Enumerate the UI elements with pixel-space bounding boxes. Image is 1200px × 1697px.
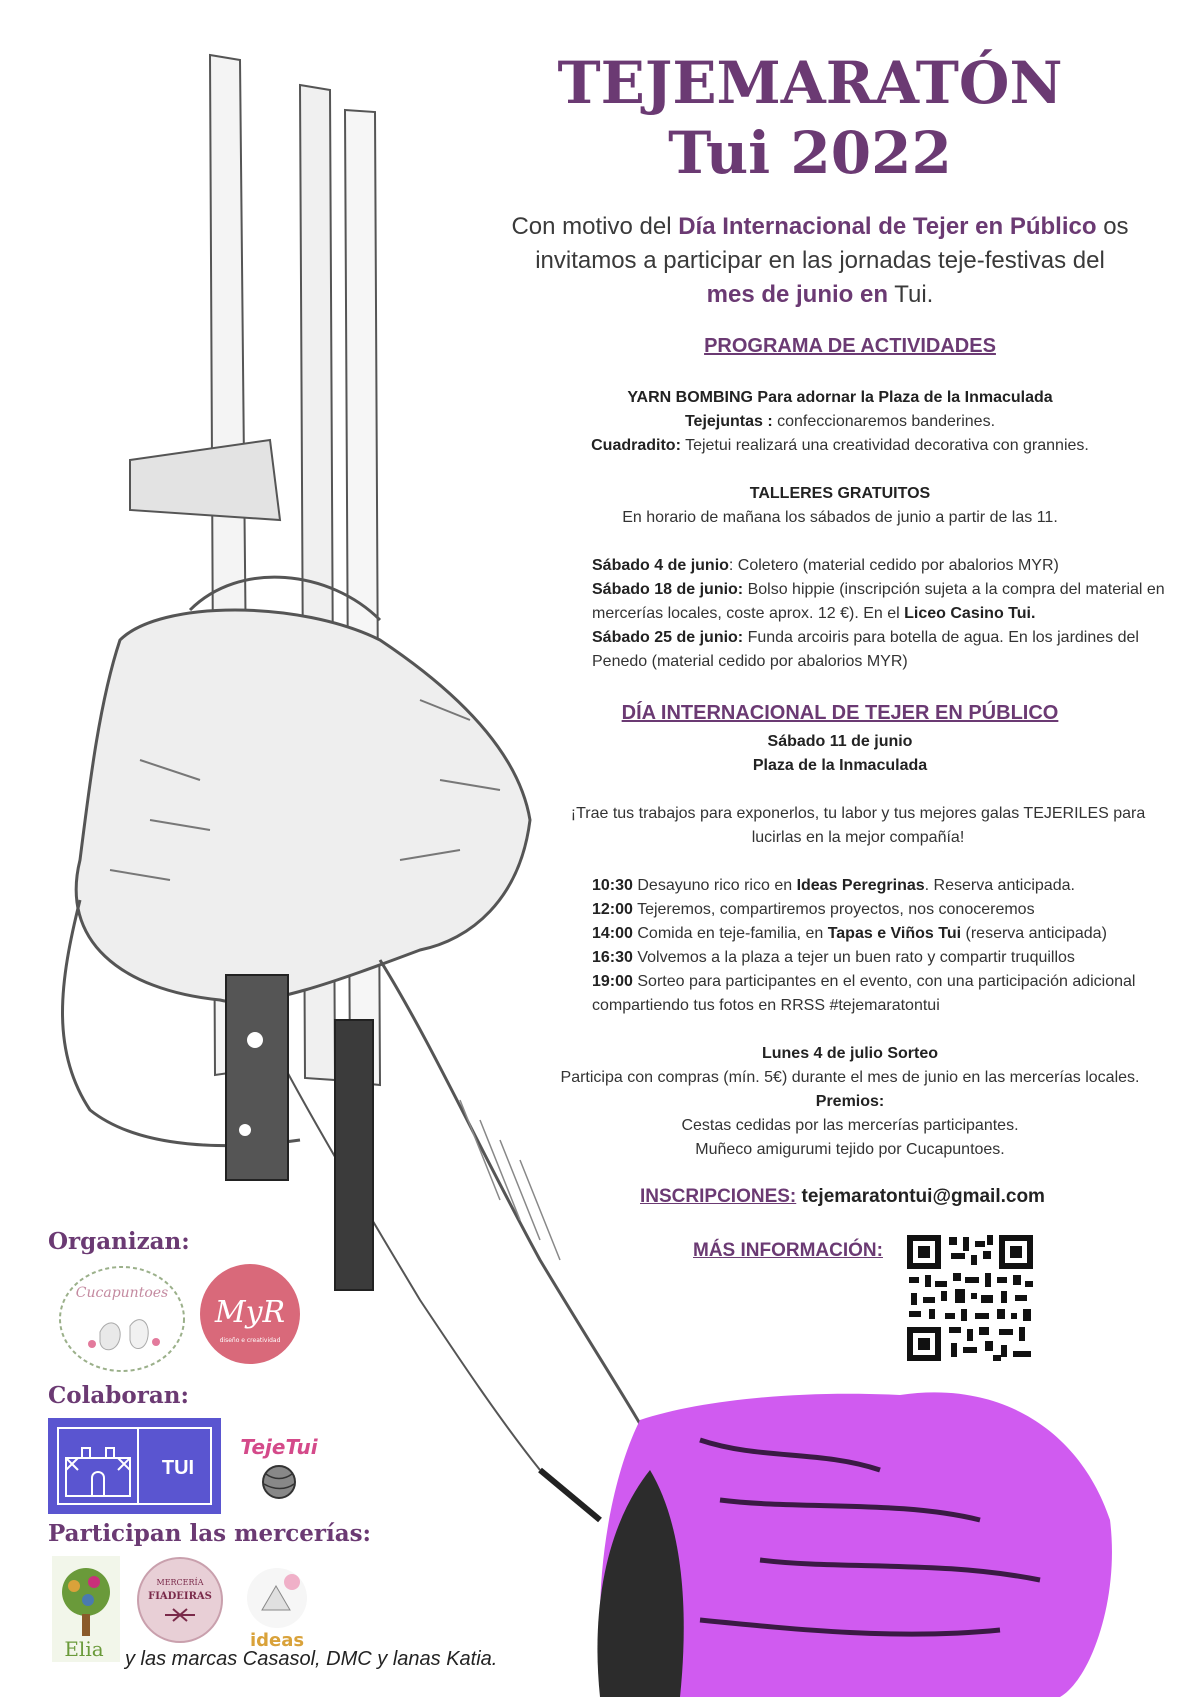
talleres-title: TALLERES GRATUITOS — [749, 485, 931, 502]
intro-highlight-2: mes de junio en — [706, 281, 888, 308]
intro-paragraph — [510, 210, 1130, 312]
intro-highlight-1: Día Internacional de Tejer en Público — [678, 213, 1097, 240]
premio-2: Muñeco amigurumi tejido por Cucapuntoes. — [695, 1141, 1005, 1158]
organizan-heading: Organizan: — [48, 1228, 190, 1255]
intro-text-2: os invitamos a participar en las jornadas teje-festivas del — [535, 213, 1129, 274]
premio-1: Cestas cedidas por las mercerías participantes. — [681, 1117, 1019, 1134]
programa-heading: PROGRAMA DE ACTIVIDADES — [704, 335, 996, 357]
dia-date: Sábado 11 de junio — [767, 733, 913, 750]
sorteo-block — [530, 1042, 1170, 1162]
talleres-dates — [592, 554, 1172, 674]
qr-code[interactable] — [905, 1233, 1035, 1363]
schedule-item: 12:00 Tejeremos, compartiremos proyectos, nos conoceremos — [592, 901, 1035, 918]
fiadeiras-text: FIADEIRAS — [148, 1591, 212, 1602]
tejejuntas-line: Tejejuntas : confeccionaremos banderines. — [684, 413, 996, 430]
schedule-item: 10:30 Desayuno rico rico en Ideas Peregrinas. Reserva anticipada. — [592, 877, 1075, 894]
schedule-item: 19:00 Sorteo para participantes en el evento, con una participación adicional compartiendo tus fotos en RRSS #tejemaratontui — [592, 973, 1136, 1014]
mas-info-label: MÁS INFORMACIÓN: — [693, 1240, 883, 1261]
fiadeiras-top-text: MERCERÍA — [156, 1578, 204, 1587]
sorteo-title: Lunes 4 de julio Sorteo — [761, 1045, 939, 1062]
ideas-peregrinas-logo — [232, 1560, 322, 1655]
elia-logo — [52, 1556, 120, 1662]
cuadradito-line: Cuadradito: Tejetui realizará una creatividad decorativa con grannies. — [591, 437, 1089, 454]
fiadeiras-logo — [135, 1555, 225, 1645]
email-link[interactable]: tejemaratontui@gmail.com — [801, 1186, 1045, 1207]
participan-heading: Participan las mercerías: — [48, 1520, 372, 1547]
purple-yarn-ball — [540, 1392, 1112, 1697]
premios-label: Premios: — [815, 1093, 885, 1110]
myr-subtext: diseño e creatividad — [219, 1337, 281, 1344]
myr-logo — [198, 1262, 303, 1367]
tui-text: TUI — [161, 1457, 195, 1479]
page-title — [530, 48, 1090, 188]
intro-text-1: Con motivo del — [511, 213, 679, 240]
dia-heading: DÍA INTERNACIONAL DE TEJER EN PÚBLICO — [621, 702, 1059, 724]
yarn-bombing-block — [540, 386, 1140, 458]
inscripciones-label: INSCRIPCIONES: — [640, 1186, 797, 1207]
schedule-item: 14:00 Comida en teje-familia, en Tapas e Viños Tui (reserva anticipada) — [592, 925, 1107, 942]
dia-date-place — [540, 730, 1140, 778]
needle-handles — [226, 975, 373, 1290]
dia-invite: ¡Trae tus trabajos para exponerlos, tu labor y tus mejores galas TEJERILES para lucirlas en la mejor compañía! — [570, 805, 1146, 846]
tejetui-text: TejeTui — [240, 1435, 318, 1459]
dia-place: Plaza de la Inmaculada — [752, 757, 928, 774]
yarn-bombing-title: YARN BOMBING Para adornar la Plaza de la Inmaculada — [627, 389, 1053, 406]
sorteo-text: Participa con compras (mín. 5€) durante el mes de junio en las mercerías locales. — [560, 1069, 1140, 1086]
taller-18-junio: Sábado 18 de junio: Bolso hippie (inscripción sujeta a la compra del material en mercerías locales, coste aprox. 12 €). En el Liceo Casino Tui. — [592, 581, 1165, 622]
tejetui-logo — [234, 1424, 324, 1506]
taller-4-junio: Sábado 4 de junio: Coletero (material cedido por abalorios MYR) — [592, 557, 1059, 574]
cucapuntoes-text: Cucapuntoes — [75, 1285, 169, 1301]
taller-25-junio: Sábado 25 de junio: Funda arcoiris para botella de agua. En los jardines del Penedo (material cedido por abalorios MYR) — [592, 629, 1139, 670]
talleres-block — [540, 482, 1140, 530]
ideas-text: ideas — [249, 1630, 305, 1651]
inscripciones-line — [640, 1186, 1045, 1208]
dia-schedule — [592, 874, 1182, 1018]
title-line-2: Tui 2022 — [668, 119, 952, 187]
cucapuntoes-logo — [52, 1262, 192, 1377]
elia-text: Elia — [64, 1637, 104, 1661]
brands-note: y las marcas Casasol, DMC y lanas Katia. — [125, 1648, 498, 1670]
talleres-text: En horario de mañana los sábados de junio a partir de las 11. — [622, 509, 1058, 526]
tui-concello-logo — [48, 1418, 221, 1514]
myr-text: MyR — [214, 1295, 286, 1330]
intro-text-3: Tui. — [888, 281, 934, 308]
schedule-item: 16:30 Volvemos a la plaza a tejer un buen rato y compartir truquillos — [592, 949, 1075, 966]
colaboran-heading: Colaboran: — [48, 1382, 189, 1409]
title-line-1: TEJEMARATÓN — [557, 49, 1063, 117]
